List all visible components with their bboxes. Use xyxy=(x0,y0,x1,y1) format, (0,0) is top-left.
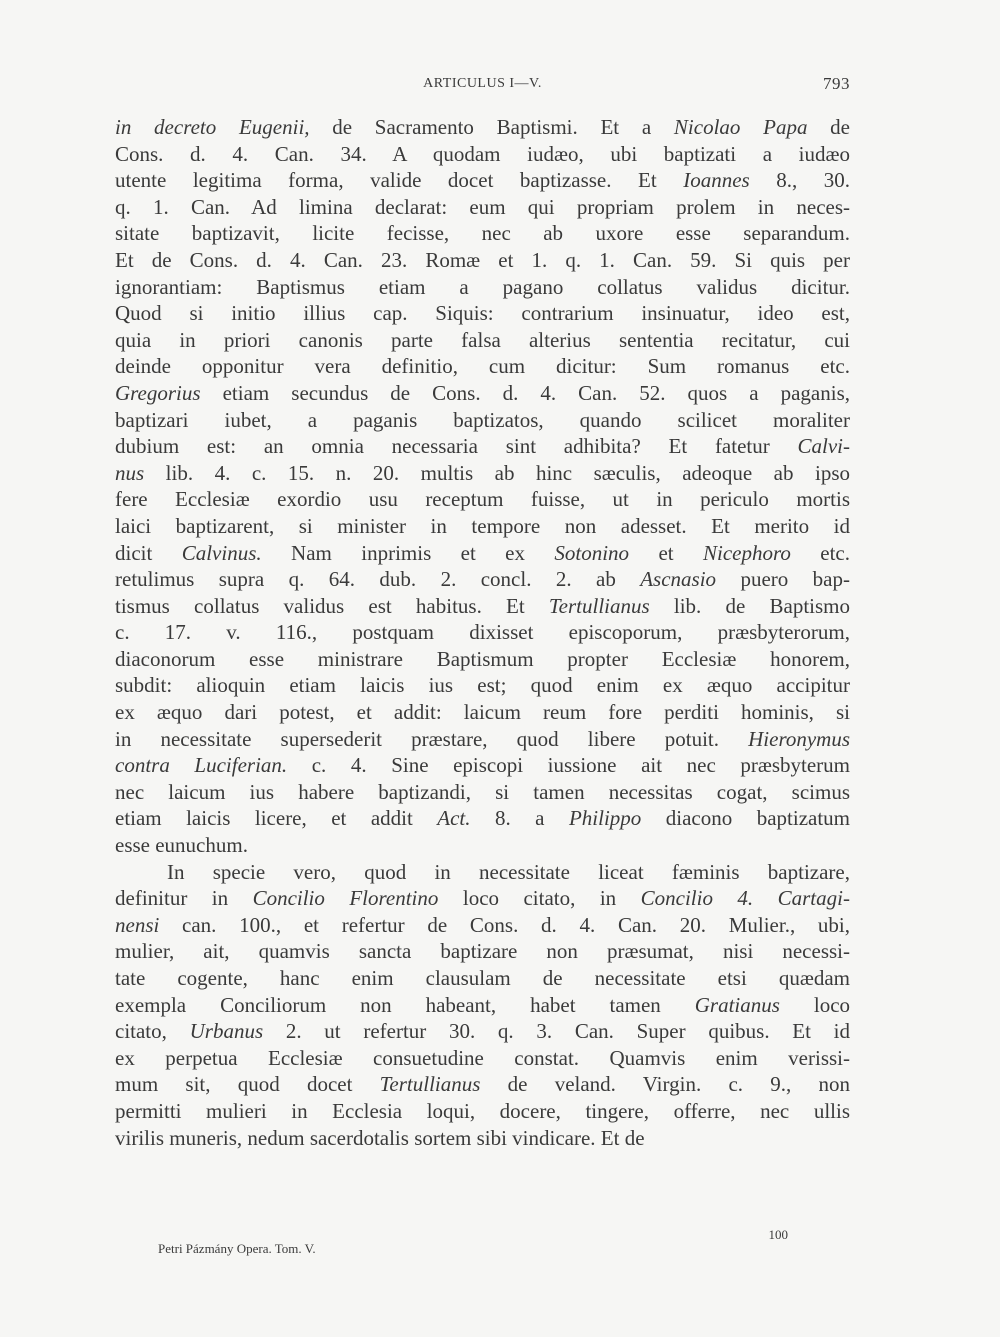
text-segment: loco xyxy=(779,992,851,1017)
body-text xyxy=(115,114,850,1151)
text-line xyxy=(115,912,850,939)
text-segment: diaconorum esse ministrare Baptismum propter Ecclesiæ honorem, xyxy=(115,646,850,671)
text-segment: lib. 4. c. 15. n. 20. multis ab hinc sæculis, adeoque ab ipso xyxy=(144,460,850,485)
text-line xyxy=(115,247,850,274)
italic-segment: Gratianus xyxy=(694,992,780,1017)
italic-segment: Tertullianus xyxy=(548,593,650,618)
text-line xyxy=(115,992,850,1019)
text-line xyxy=(115,300,850,327)
text-line xyxy=(115,460,850,487)
text-line xyxy=(115,832,850,859)
text-segment: 2. ut refertur 30. q. 3. Can. Super quibus. Et id xyxy=(263,1019,850,1044)
italic-segment: Tertullianus xyxy=(379,1072,481,1097)
footer-signature: Petri Pázmány Opera. Tom. V. xyxy=(158,1241,316,1256)
text-segment: virilis muneris, nedum sacerdotalis sortem sibi vindicare. Et de xyxy=(115,1125,645,1150)
text-segment: de Sacramento Baptismi. Et a xyxy=(309,115,674,139)
text-segment: etc. xyxy=(790,540,851,565)
text-line xyxy=(115,1098,850,1125)
text-line xyxy=(115,220,850,247)
text-segment: tismus collatus validus est habitus. Et xyxy=(115,593,549,618)
text-line xyxy=(115,1018,850,1045)
italic-segment: Act. xyxy=(437,806,471,831)
italic-segment: Ioannes xyxy=(683,168,750,193)
italic-segment: Nicolao Papa xyxy=(673,115,808,139)
italic-segment: nensi xyxy=(115,912,160,937)
text-segment: lib. de Baptismo xyxy=(649,593,850,618)
text-line xyxy=(115,726,850,753)
text-line xyxy=(115,699,850,726)
page-number: 793 xyxy=(823,74,850,93)
text-segment: dicit xyxy=(115,540,182,565)
text-segment: can. 100., et refertur de Cons. d. 4. Can. 20. Mulier., ubi, xyxy=(159,912,850,937)
italic-segment: Calvinus. xyxy=(181,540,262,565)
text-segment: baptizari iubet, a paganis baptizatos, quando scilicet moraliter xyxy=(115,407,850,432)
text-segment: utente legitima forma, valide docet baptizasse. Et xyxy=(115,168,684,193)
text-line xyxy=(115,167,850,194)
italic-segment: Calvi- xyxy=(797,434,850,459)
text-segment: exempla Conciliorum non habeant, habet tamen xyxy=(115,992,695,1017)
text-segment: tate cogente, hanc enim clausulam de necessitate etsi quædam xyxy=(115,966,850,990)
text-line xyxy=(115,619,850,646)
italic-segment: Urbanus xyxy=(189,1019,264,1044)
text-line xyxy=(115,540,850,567)
text-line xyxy=(115,353,850,380)
text-segment: retulimus supra q. 64. dub. 2. concl. 2. ab xyxy=(115,567,641,592)
page-footer xyxy=(158,1227,788,1267)
text-line xyxy=(115,380,850,407)
text-segment: de xyxy=(807,115,850,139)
text-segment: fere Ecclesiæ exordio usu receptum fuisse, ut in periculo mortis xyxy=(115,487,850,512)
text-segment: deinde opponitur vera definitio, cum dicitur: Sum romanus etc. xyxy=(115,354,850,379)
text-segment: nec laicum ius habere baptizandi, si tamen necessitas cogat, scimus xyxy=(115,779,850,804)
text-segment: Cons. d. 4. Can. 34. A quodam iudæo, ubi baptizati a iudæo xyxy=(115,141,850,166)
text-segment: etiam secundus de Cons. d. 4. Can. 52. quos a paganis, xyxy=(200,380,850,405)
text-line xyxy=(115,593,850,620)
text-segment: q. 1. Can. Ad limina declarat: eum qui propriam prolem in neces- xyxy=(115,194,850,219)
italic-segment: Hieronymus xyxy=(748,726,850,751)
italic-segment: Nicephoro xyxy=(703,540,791,565)
running-title: ARTICULUS I—V. xyxy=(423,76,542,91)
text-segment: Et de Cons. d. 4. Can. 23. Romæ et 1. q. 1. Can. 59. Si quis per xyxy=(115,247,850,272)
text-line xyxy=(115,486,850,513)
text-segment: puero bap- xyxy=(716,567,850,592)
text-segment: de veland. Virgin. c. 9., non xyxy=(480,1072,850,1097)
text-segment: diacono baptizatum xyxy=(641,806,851,831)
text-segment: mum sit, quod docet xyxy=(115,1072,380,1097)
text-segment: In specie vero, quod in necessitate liceat fæminis baptizare, xyxy=(167,859,850,884)
italic-segment: nus xyxy=(115,460,145,485)
text-segment: definitur in xyxy=(115,886,253,911)
text-line xyxy=(115,779,850,806)
text-segment: c. 17. v. 116., postquam dixisset episcoporum, præsbyterorum, xyxy=(115,620,850,645)
italic-segment: Philippo xyxy=(568,806,642,831)
text-line xyxy=(115,752,850,779)
text-line xyxy=(115,566,850,593)
text-line xyxy=(115,274,850,301)
text-segment: 8., 30. xyxy=(749,168,851,193)
text-segment: quia in priori canonis parte falsa alterius sententia recitatur, cui xyxy=(115,327,850,352)
italic-segment: Concilio 4. Cartagi- xyxy=(640,886,850,911)
text-line xyxy=(115,805,850,832)
italic-segment: in decreto Eugenii, xyxy=(115,115,310,139)
text-segment: loco citato, in xyxy=(438,886,641,911)
text-line xyxy=(115,513,850,540)
text-line xyxy=(115,327,850,354)
text-segment: et xyxy=(629,540,703,565)
text-segment: Quod si initio illius cap. Siquis: contrarium insinuatur, ideo est, xyxy=(115,301,850,326)
text-segment: esse eunuchum. xyxy=(115,833,248,858)
text-segment: dubium est: an omnia necessaria sint adhibita? Et fatetur xyxy=(115,434,798,459)
text-line xyxy=(115,885,850,912)
text-line xyxy=(115,114,850,141)
text-segment: subdit: alioquin etiam laicis ius est; quod enim ex æquo accipitur xyxy=(115,673,850,698)
text-segment: etiam laicis licere, et addit xyxy=(115,806,438,831)
running-head xyxy=(115,74,850,98)
text-line xyxy=(115,407,850,434)
italic-segment: Ascnasio xyxy=(640,567,717,592)
italic-segment: Sotonino xyxy=(554,540,630,565)
text-segment: citato, xyxy=(115,1019,190,1044)
text-line xyxy=(115,194,850,221)
text-segment: in necessitate supersederit præstare, quod libere potuit. xyxy=(115,726,749,751)
text-line xyxy=(115,646,850,673)
text-segment: laici baptizarent, si minister in tempore non adesset. Et merito id xyxy=(115,513,850,538)
text-segment: ignorantiam: Baptismus etiam a pagano collatus validus dicitur. xyxy=(115,274,850,299)
text-segment: c. 4. Sine episcopi iussione ait nec præsbyterum xyxy=(287,753,850,778)
text-line xyxy=(115,1045,850,1072)
text-segment: ex perpetua Ecclesiæ consuetudine constat. Quamvis enim verissi- xyxy=(115,1045,850,1070)
text-segment: sitate baptizavit, licite fecisse, nec ab uxore esse separandum. xyxy=(115,221,850,246)
text-line xyxy=(115,141,850,168)
text-segment: permitti mulieri in Ecclesia loqui, docere, tingere, offerre, nec ullis xyxy=(115,1098,850,1123)
text-segment: mulier, ait, quamvis sancta baptizare non præsumat, nisi necessi- xyxy=(115,939,850,964)
text-line xyxy=(115,433,850,460)
italic-segment: Gregorius xyxy=(115,380,201,405)
text-line xyxy=(115,965,850,992)
text-segment: Nam inprimis et ex xyxy=(261,540,555,565)
text-line xyxy=(115,859,850,886)
text-line xyxy=(115,938,850,965)
italic-segment: Concilio Florentino xyxy=(252,886,439,911)
text-line xyxy=(115,1071,850,1098)
italic-segment: contra Luciferian. xyxy=(115,753,288,778)
text-segment: 8. a xyxy=(470,806,569,831)
footer-sheet-number: 100 xyxy=(768,1227,788,1242)
text-line xyxy=(115,672,850,699)
text-line xyxy=(115,1125,850,1152)
text-segment: ex æquo dari potest, et addit: laicum reum fore perditi hominis, si xyxy=(115,700,850,725)
